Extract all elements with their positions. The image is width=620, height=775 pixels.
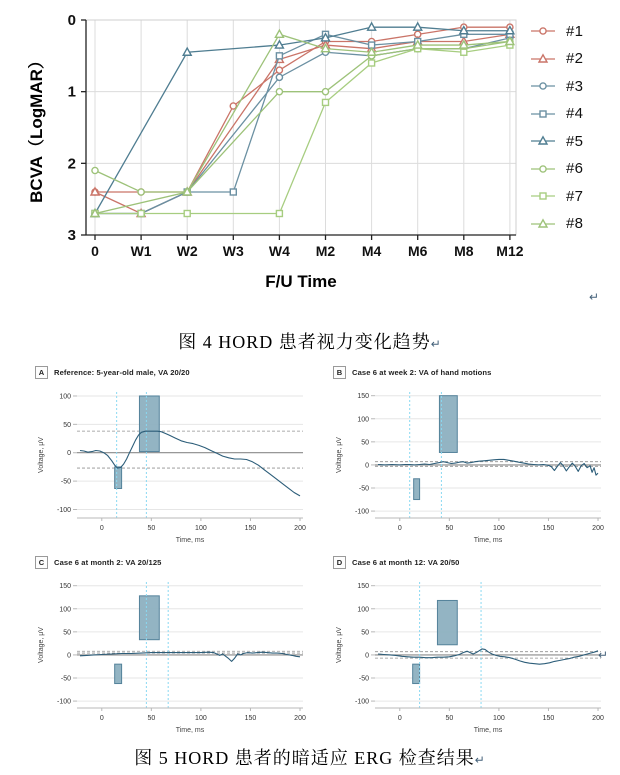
figure4-caption-text: 图 4 HORD 患者视力变化趋势 <box>178 332 431 352</box>
x-tick-label: 150 <box>244 715 257 722</box>
erg-panel-title: Case 6 at week 2: VA of hand motions <box>352 367 492 377</box>
legend-label: #7 <box>566 187 584 205</box>
series-marker <box>275 30 283 37</box>
erg-plot <box>336 582 604 734</box>
series-marker <box>184 211 190 217</box>
erg-panel-header <box>35 556 310 568</box>
bcva-plot <box>28 12 524 291</box>
series-marker <box>322 89 328 95</box>
series-marker <box>92 167 98 173</box>
legend-marker-glyph <box>539 137 547 144</box>
x-tick-label: M6 <box>407 243 428 259</box>
waveform <box>80 652 300 661</box>
legend-marker-glyph <box>539 219 547 226</box>
y-axis-title: Voltage, μV <box>336 627 343 663</box>
legend-marker-glyph <box>540 165 546 171</box>
x-tick-label: 100 <box>195 525 207 532</box>
series-marker <box>276 67 282 73</box>
legend-item <box>528 107 583 121</box>
y-tick-label: -100 <box>354 508 369 516</box>
x-tick-label: M12 <box>496 243 524 259</box>
y-tick-label: 50 <box>361 629 369 637</box>
x-tick-label: 50 <box>445 525 454 532</box>
bcva-chart <box>28 4 526 300</box>
x-axis-title: Time, ms <box>175 537 205 544</box>
series-marker <box>461 49 467 55</box>
series-marker <box>275 41 283 48</box>
y-tick-label: 50 <box>63 629 71 637</box>
legend-marker-glyph <box>540 111 546 117</box>
paragraph-mark: ↵ <box>589 290 600 304</box>
erg-panel-letter: D <box>333 556 346 569</box>
legend-marker-glyph <box>540 193 546 199</box>
y-tick-label: -100 <box>354 698 369 706</box>
legend-label: #1 <box>566 22 584 40</box>
legend-marker-glyph <box>540 83 546 89</box>
series-marker <box>276 89 282 95</box>
measurement-box <box>414 479 420 500</box>
x-tick-label: 150 <box>244 525 257 532</box>
x-tick-label: 0 <box>397 715 402 722</box>
x-tick-label: M4 <box>361 243 382 259</box>
x-tick-label: 0 <box>397 525 402 532</box>
series-marker <box>138 189 144 195</box>
erg-panel-letter: A <box>35 366 48 379</box>
erg-plot <box>38 582 306 734</box>
x-tick-label: W2 <box>176 243 198 259</box>
figure5-caption <box>0 744 620 770</box>
figure5-caption-text: 图 5 HORD 患者的暗适应 ERG 检查结果 <box>134 748 475 768</box>
legend-item <box>528 162 583 176</box>
erg-panel-header <box>333 556 608 568</box>
series-marker <box>276 74 282 80</box>
erg-panel-title: Reference: 5-year-old male, VA 20/20 <box>54 367 190 377</box>
x-tick-label: W1 <box>130 243 152 259</box>
y-axis-title: Voltage, μV <box>38 437 45 473</box>
x-tick-label: 100 <box>493 715 505 722</box>
series-line <box>95 38 510 214</box>
x-tick-label: 50 <box>147 715 156 722</box>
erg-panel-header <box>333 366 608 378</box>
x-axis-title: Time, ms <box>473 727 503 734</box>
legend-label: #4 <box>566 105 584 122</box>
y-tick-label: 100 <box>357 606 369 614</box>
legend-marker <box>528 134 558 148</box>
measurement-box <box>139 396 159 452</box>
x-axis-title: F/U Time <box>265 272 337 291</box>
series-marker <box>276 53 282 59</box>
figure4-caption <box>0 328 620 354</box>
x-tick-label: 200 <box>592 525 604 532</box>
y-tick-label: 100 <box>59 393 71 401</box>
y-tick-label: 0 <box>67 12 76 29</box>
waveform <box>80 431 300 496</box>
y-tick-label: 50 <box>63 421 71 429</box>
measurement-box <box>437 600 457 644</box>
legend-item <box>528 189 583 203</box>
y-tick-label: 0 <box>365 462 369 470</box>
measurement-box <box>115 467 122 489</box>
x-tick-label: 100 <box>195 715 207 722</box>
y-tick-label: 3 <box>67 227 76 244</box>
series-line <box>95 34 510 213</box>
erg-plot-svg <box>331 380 608 548</box>
x-tick-label: 50 <box>147 525 156 532</box>
legend-marker <box>528 107 558 121</box>
y-tick-label: 0 <box>67 450 71 458</box>
measurement-box <box>115 664 122 683</box>
y-tick-label: 100 <box>59 606 71 614</box>
erg-plot-svg <box>331 570 608 738</box>
y-tick-label: -100 <box>56 506 71 514</box>
x-tick-label: 0 <box>99 715 104 722</box>
y-tick-label: -50 <box>358 675 369 683</box>
legend-marker <box>528 162 558 176</box>
series-marker <box>369 60 375 66</box>
x-axis-title: Time, ms <box>473 537 503 544</box>
paragraph-mark: ↵ <box>598 648 609 662</box>
series-marker <box>138 211 144 217</box>
legend-marker-glyph <box>539 54 547 61</box>
legend-label: #8 <box>566 215 584 232</box>
x-tick-label: M8 <box>454 243 474 259</box>
legend-marker <box>528 79 558 93</box>
erg-panel-d <box>331 556 608 738</box>
series-marker <box>368 23 376 30</box>
legend-marker-glyph <box>540 28 546 34</box>
x-tick-label: 0 <box>91 243 99 259</box>
x-tick-label: 200 <box>592 715 604 722</box>
y-tick-label: 0 <box>365 652 369 660</box>
y-axis-title: BCVA（LogMAR） <box>28 52 46 203</box>
series-marker <box>323 99 329 105</box>
measurement-box <box>439 396 457 453</box>
x-tick-label: 150 <box>542 525 555 532</box>
legend-marker <box>528 189 558 203</box>
series-line <box>95 45 510 213</box>
series-marker <box>414 23 422 30</box>
legend-item <box>528 217 583 231</box>
x-tick-label: 200 <box>294 525 306 532</box>
erg-panel-title: Case 6 at month 12: VA 20/50 <box>352 557 460 567</box>
series-marker <box>183 48 191 55</box>
legend-label: #3 <box>566 77 584 95</box>
x-tick-label: 0 <box>99 525 104 532</box>
y-tick-label: 150 <box>357 583 369 591</box>
y-tick-label: -50 <box>60 675 71 683</box>
erg-plot-svg <box>33 570 310 738</box>
y-axis-title: Voltage, μV <box>336 437 343 473</box>
measurement-box <box>139 596 159 640</box>
legend-item <box>528 52 583 66</box>
legend-label: #6 <box>566 160 584 177</box>
x-tick-label: 100 <box>493 525 505 532</box>
y-tick-label: -50 <box>358 485 369 493</box>
y-tick-label: 0 <box>67 652 71 660</box>
measurement-box <box>413 664 420 683</box>
erg-plot-svg <box>33 380 310 548</box>
y-tick-label: 1 <box>67 83 76 101</box>
x-tick-label: W4 <box>268 243 290 259</box>
y-tick-label: -100 <box>56 698 71 706</box>
erg-panel-title: Case 6 at month 2: VA 20/125 <box>54 557 162 567</box>
bcva-chart-svg <box>28 4 526 300</box>
x-tick-label: W3 <box>222 243 244 259</box>
y-tick-label: 150 <box>59 583 71 591</box>
series-line <box>95 34 510 213</box>
y-tick-label: -50 <box>60 478 71 486</box>
x-tick-label: 50 <box>445 715 454 722</box>
erg-panel-b <box>331 366 608 548</box>
legend-marker <box>528 24 558 38</box>
x-tick-label: M2 <box>315 243 336 259</box>
bcva-legend <box>528 24 583 231</box>
y-tick-label: 2 <box>67 155 76 173</box>
legend-item <box>528 79 583 93</box>
paragraph-mark: ↵ <box>474 753 486 767</box>
legend-item <box>528 134 583 148</box>
y-axis-title: Voltage, μV <box>38 627 45 663</box>
erg-panel-letter: C <box>35 556 48 569</box>
x-axis-title: Time, ms <box>175 727 205 734</box>
paragraph-mark: ↵ <box>430 337 442 351</box>
series-marker <box>230 189 236 195</box>
series-marker <box>91 188 99 195</box>
x-tick-label: 200 <box>294 715 306 722</box>
y-tick-label: 150 <box>357 393 369 401</box>
legend-marker <box>528 217 558 231</box>
legend-label: #2 <box>566 50 584 67</box>
legend-marker <box>528 52 558 66</box>
x-tick-label: 150 <box>542 715 555 722</box>
legend-item <box>528 24 583 38</box>
erg-panel-c <box>33 556 310 738</box>
erg-plot <box>336 392 604 544</box>
erg-panel-letter: B <box>333 366 346 379</box>
legend-label: #5 <box>566 132 584 150</box>
erg-panel-a <box>33 366 310 548</box>
erg-plot <box>38 392 306 544</box>
y-tick-label: 100 <box>357 416 369 424</box>
series-marker <box>276 211 282 217</box>
erg-panel-header <box>35 366 310 378</box>
waveform <box>378 649 598 664</box>
series-line <box>95 34 510 213</box>
y-tick-label: 50 <box>361 439 369 447</box>
